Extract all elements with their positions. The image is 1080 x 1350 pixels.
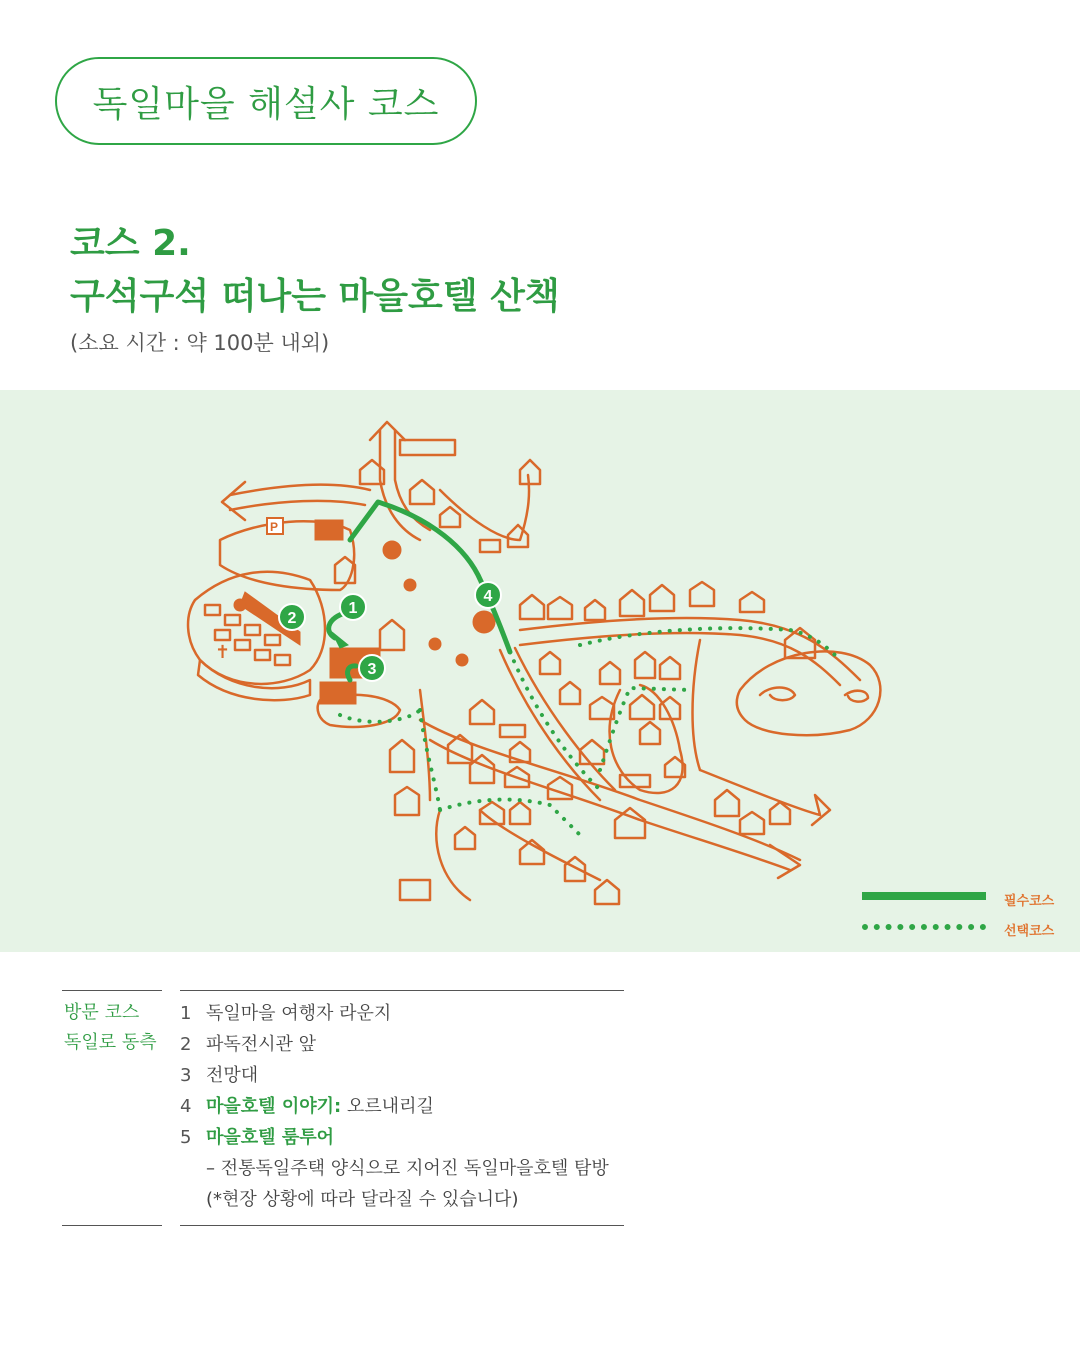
house bbox=[400, 880, 430, 900]
stop-name: 독일마을 여행자 라운지 bbox=[206, 1003, 392, 1024]
tree bbox=[234, 599, 246, 611]
route-label-area: 독일로 동측 bbox=[64, 1032, 157, 1053]
stop-item bbox=[180, 998, 609, 1029]
house bbox=[510, 802, 530, 824]
house bbox=[580, 740, 604, 764]
marker-1-label: 1 bbox=[348, 600, 358, 617]
house bbox=[548, 597, 572, 619]
pill-title: 독일마을 해설사 코스 bbox=[92, 83, 440, 125]
marker-3 bbox=[359, 655, 385, 681]
house bbox=[630, 695, 654, 719]
pond-swirl bbox=[760, 688, 795, 701]
house bbox=[595, 880, 619, 904]
divider bbox=[62, 1225, 162, 1226]
pond bbox=[737, 651, 881, 735]
marker-1 bbox=[340, 594, 366, 620]
route-label-visit: 방문 코스 bbox=[64, 1002, 140, 1023]
gate-arch bbox=[315, 520, 343, 540]
house bbox=[740, 812, 764, 834]
village-map bbox=[0, 390, 1080, 952]
road-arrow-west bbox=[222, 482, 245, 520]
house bbox=[620, 590, 644, 616]
marker-3-label: 3 bbox=[367, 661, 377, 678]
house bbox=[520, 460, 540, 484]
pond-swirl bbox=[845, 691, 868, 702]
stop-name: 전망대 bbox=[206, 1065, 259, 1086]
tree bbox=[473, 611, 495, 633]
house bbox=[635, 652, 655, 678]
house bbox=[410, 480, 434, 504]
road-west-inner bbox=[230, 501, 365, 510]
tree bbox=[429, 638, 441, 650]
tree bbox=[383, 541, 401, 559]
tree bbox=[456, 654, 468, 666]
stop-number: 1 bbox=[180, 1003, 192, 1024]
stop-name-highlight: 마을호텔 이야기: bbox=[206, 1096, 342, 1117]
lookout-building bbox=[320, 682, 356, 704]
stop-name-highlight: 마을호텔 룸투어 bbox=[206, 1127, 334, 1148]
marker-4-label: 4 bbox=[483, 588, 493, 605]
house bbox=[660, 657, 680, 679]
road-south bbox=[480, 810, 600, 880]
legend-required-label: 필수코스 bbox=[1004, 894, 1055, 909]
road-main-east-inner bbox=[430, 740, 790, 870]
house bbox=[715, 790, 739, 816]
stop-item bbox=[180, 1029, 609, 1060]
house bbox=[470, 700, 494, 724]
road-west bbox=[230, 485, 370, 495]
road-west-down bbox=[420, 690, 430, 800]
marker-2 bbox=[279, 604, 305, 630]
stop-number: 4 bbox=[180, 1096, 192, 1117]
stop-item bbox=[180, 1091, 609, 1122]
map-illustration bbox=[0, 390, 1080, 952]
house bbox=[770, 802, 790, 824]
house bbox=[390, 740, 414, 772]
road-arrow-north bbox=[370, 422, 405, 440]
west-plateau-rim bbox=[198, 660, 310, 700]
road-northeast bbox=[440, 475, 529, 540]
house bbox=[395, 787, 419, 815]
divider bbox=[180, 990, 624, 991]
marker-2-label: 2 bbox=[287, 610, 297, 627]
house bbox=[520, 595, 544, 619]
stop-number: 2 bbox=[180, 1034, 192, 1055]
course-type-badge bbox=[55, 57, 477, 145]
road-arrow-southeast bbox=[770, 845, 800, 878]
road-southwest bbox=[436, 810, 470, 900]
course-number: 코스 2. bbox=[70, 223, 191, 264]
stop-number: 3 bbox=[180, 1065, 192, 1086]
marker-4 bbox=[475, 582, 501, 608]
tree bbox=[404, 579, 416, 591]
house bbox=[585, 600, 605, 620]
road-east-down bbox=[693, 640, 701, 770]
house bbox=[690, 582, 714, 606]
house bbox=[740, 592, 764, 612]
stop-item bbox=[180, 1122, 609, 1153]
road-east-loop bbox=[520, 618, 860, 680]
stop-list bbox=[180, 998, 609, 1215]
course-title: 구석구석 떠나는 마을호텔 산책 bbox=[70, 276, 560, 317]
house bbox=[540, 652, 560, 674]
stop-note: – 전통독일주택 양식으로 지어진 독일마을호텔 탐방 bbox=[206, 1158, 609, 1179]
house bbox=[508, 525, 528, 547]
church-cross-icon: ✝ bbox=[215, 642, 231, 663]
optional-route bbox=[340, 710, 420, 722]
house bbox=[440, 507, 460, 527]
legend-optional-label: 선택코스 bbox=[1004, 924, 1055, 939]
house bbox=[455, 827, 475, 849]
house bbox=[600, 662, 620, 684]
house bbox=[480, 540, 500, 552]
stop-name-rest: 오르내리길 bbox=[341, 1096, 434, 1117]
stop-number: 5 bbox=[180, 1127, 192, 1148]
house bbox=[400, 440, 455, 455]
house bbox=[650, 585, 674, 611]
house bbox=[565, 857, 585, 881]
course-duration: (소요 시간 : 약 100분 내외) bbox=[70, 331, 330, 355]
parking-label: P bbox=[270, 520, 279, 534]
legend-optional-line bbox=[862, 924, 986, 930]
stop-item bbox=[180, 1060, 609, 1091]
legend-required-line bbox=[862, 892, 986, 900]
house bbox=[500, 725, 525, 737]
stop-name: 파독전시관 앞 bbox=[206, 1034, 317, 1055]
divider bbox=[180, 1225, 624, 1226]
house bbox=[640, 722, 660, 744]
house bbox=[380, 620, 404, 650]
disclaimer-note: (*현장 상황에 따라 달라질 수 있습니다) bbox=[206, 1189, 519, 1210]
divider bbox=[62, 990, 162, 991]
house bbox=[560, 682, 580, 704]
optional-route bbox=[510, 652, 600, 790]
